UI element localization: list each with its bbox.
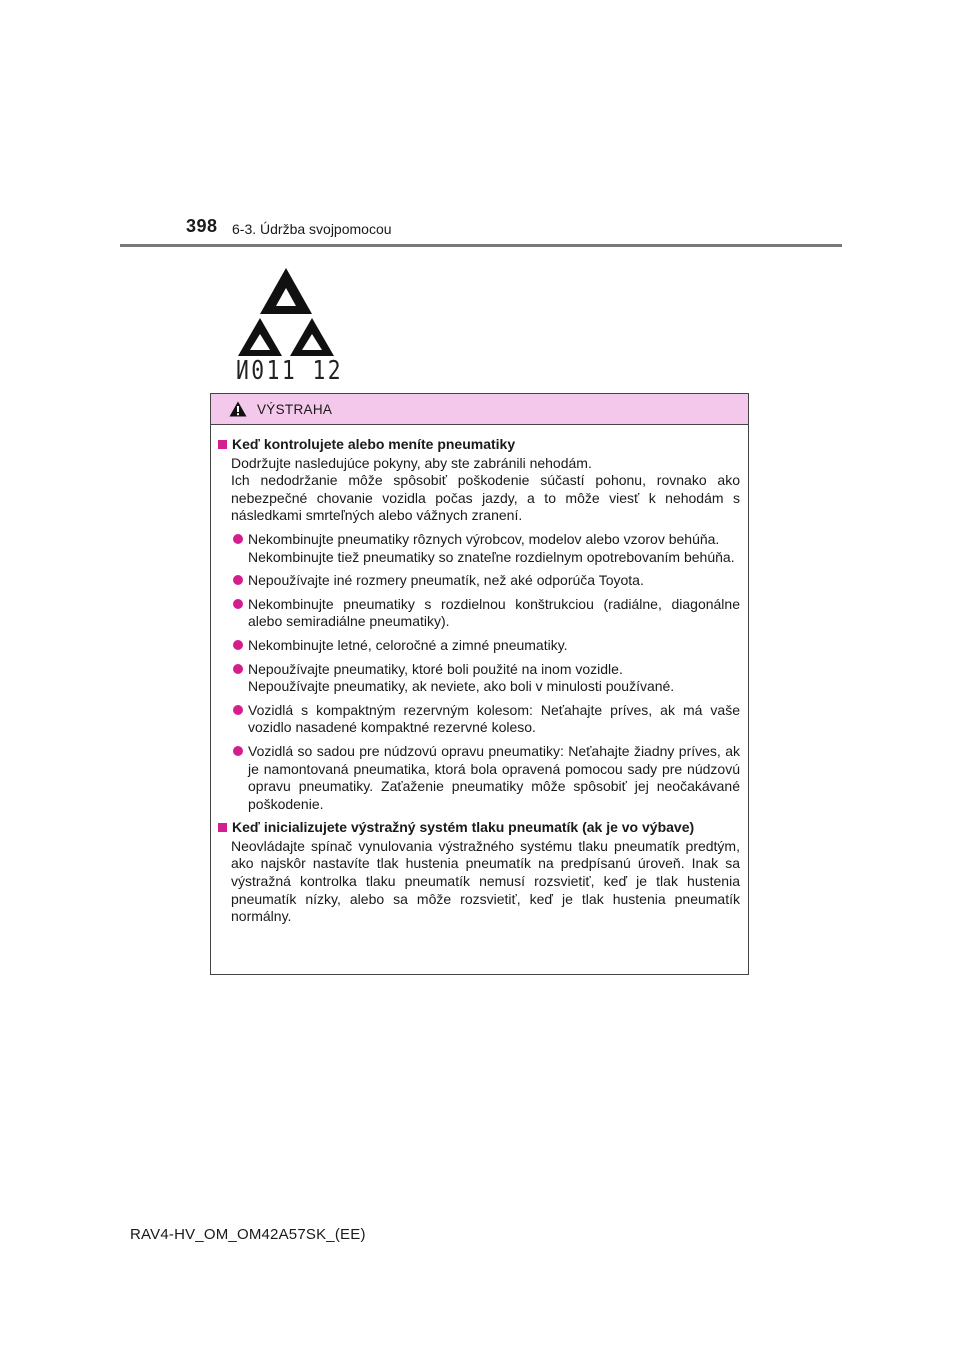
bullet-line: Nepoužívajte pneumatiky, ak neviete, ako boli v minulosti používané. xyxy=(248,678,675,695)
warning-header xyxy=(211,394,748,425)
intro-paragraph: Neovládajte spínač vynulovania výstražného systému tlaku pneumatík predtým, ako najskôr nastavíte tlak hustenia pneumatík na predpísanú úroveň. Inak sa výstražná kontrolka tlaku pneumatík nemusí rozsvietiť, keď je tlak hustenia pneumatík nízky, alebo sa môže rozsvietiť, keď je tlak hustenia pneumatík normálny. xyxy=(231,837,740,925)
bullet-line: Vozidlá s kompaktným rezervným kolesom: Neťahajte príves, ak má vaše vozidlo nasadené kompaktné rezervné koleso. xyxy=(248,701,740,736)
header-rule xyxy=(120,244,842,247)
warning-title: VÝSTRAHA xyxy=(257,401,333,417)
bullet-line: Nekombinujte pneumatiky s rozdielnou konštrukciou (radiálne, diagonálne alebo semiradiálne pneumatiky). xyxy=(248,595,740,630)
intro-paragraph: Dodržujte nasledujúce pokyny, aby ste zabránili nehodám. xyxy=(231,454,592,471)
square-bullet-icon xyxy=(218,440,227,449)
list-item xyxy=(218,596,740,631)
dot-bullet-icon xyxy=(233,575,243,585)
dot-bullet-icon xyxy=(233,640,243,650)
document-code: RAV4-HV_OM_OM42A57SK_(EE) xyxy=(130,1226,366,1243)
list-item xyxy=(218,572,740,590)
list-item xyxy=(218,531,740,566)
bullet-line: Vozidlá so sadou pre núdzovú opravu pneumatiky: Neťahajte žiadny príves, ak je namontovaná pneumatika, ktorá bola opravená pomocou sady pre núdzovú opravu pneumatiky. Zaťaženie pneumatiky môže spôsobiť jej neočakávané poškodenie. xyxy=(248,742,740,812)
warning-box xyxy=(210,393,749,975)
section-title: 6-3. Údržba svojpomocou xyxy=(232,221,392,237)
tire-date-code: И011 12 xyxy=(236,356,344,386)
dot-bullet-icon xyxy=(233,664,243,674)
warning-body xyxy=(211,425,748,926)
bullet-line: Nekombinujte letné, celoročné a zimné pneumatiky. xyxy=(248,636,568,653)
bullet-line: Nekombinujte pneumatiky rôznych výrobcov, modelov alebo vzorov behúňa. xyxy=(248,530,720,547)
dot-bullet-icon xyxy=(233,534,243,544)
dot-bullet-icon xyxy=(233,705,243,715)
bullet-line: Nepoužívajte pneumatiky, ktoré boli použité na inom vozidle. xyxy=(248,660,623,677)
warning-section-heading xyxy=(218,436,740,454)
square-bullet-icon xyxy=(218,823,227,832)
section-intro xyxy=(231,455,740,525)
page-number: 398 xyxy=(186,216,218,236)
section-heading-text: Keď inicializujete výstražný systém tlaku pneumatík (ak je vo výbave) xyxy=(232,819,695,836)
bullet-line: Nepoužívajte iné rozmery pneumatík, než aké odporúča Toyota. xyxy=(248,572,644,589)
section-intro xyxy=(231,838,740,926)
warning-section-heading xyxy=(218,819,740,837)
list-item xyxy=(218,637,740,655)
dot-bullet-icon xyxy=(233,746,243,756)
bullet-line: Nekombinujte tiež pneumatiky so znateľne rozdielnym opotrebovaním behúňa. xyxy=(248,548,735,565)
list-item xyxy=(218,661,740,696)
bullet-list xyxy=(218,531,740,813)
dot-bullet-icon xyxy=(233,599,243,609)
list-item xyxy=(218,702,740,737)
warning-triangle-icon xyxy=(229,401,247,417)
list-item xyxy=(218,743,740,813)
intro-paragraph: Ich nedodržanie môže spôsobiť poškodenie súčastí pohonu, rovnako ako nebezpečné chovanie vozidla počas jazdy, a to môže viesť k nehodám s následkami smrteľných alebo vážnych zranení. xyxy=(231,472,740,524)
section-heading-text: Keď kontrolujete alebo meníte pneumatiky xyxy=(232,436,516,452)
